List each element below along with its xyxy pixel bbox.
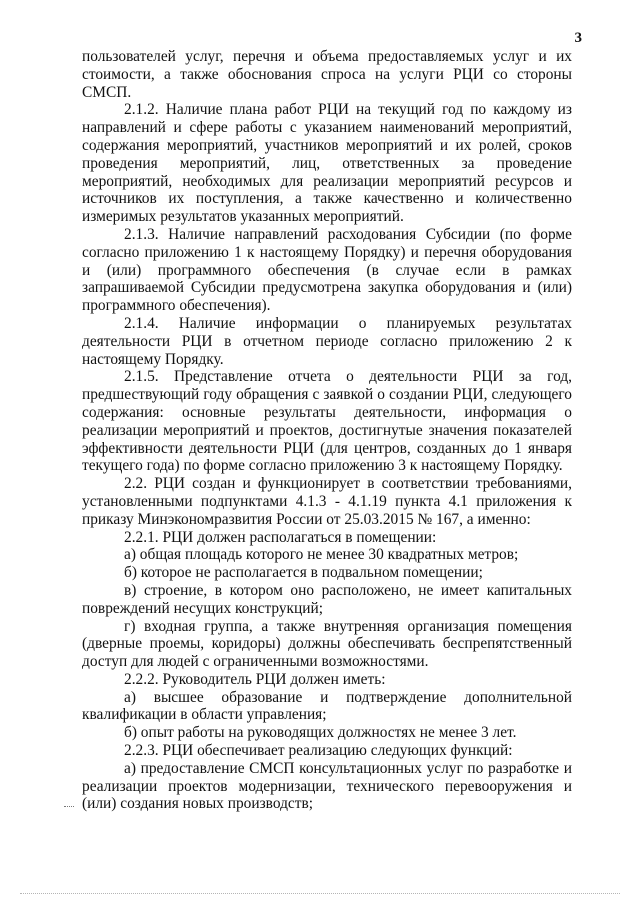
scan-edge-line (20, 893, 620, 895)
list-item: б) которое не располагается в подвальном помещении; (124, 564, 483, 582)
list-item: а) предоставление СМСП консультационных услуг по разработке и реализации проектов модернизации, технического перевооружения и (или) создания новых производств; (82, 759, 572, 813)
scan-artifact (64, 806, 74, 808)
list-item: а) высшее образование и подтверждение дополнительной квалификации в области управления; (82, 688, 572, 724)
paragraph: 2.2. РЦИ создан и функционирует в соответствии требованиями, установленными подпунктами 4.1.3 - 4.1.19 пункта 4.1 приложения к приказу Минэкономразвития России от 25.03.2015 № 167, а именно: (82, 475, 572, 528)
paragraph: 2.1.2. Наличие плана работ РЦИ на текущий год по каждому из направлений и сфере работы с указанием наименований мероприятий, содержания мероприятий, участников мероприятий и их ролей, сроков проведения мероприятий, лиц, ответственных за проведение мероприятий, необходимых для реализации мероприятий ресурсов и источников их поступления, а также качественно и количественно измеримых результатов указанных мероприятий. (82, 101, 572, 226)
paragraph: 2.1.4. Наличие информации о планируемых результатах деятельности РЦИ в отчетном периоде согласно приложению 2 к настоящему Порядку. (82, 314, 572, 368)
paragraph: 2.1.5. Представление отчета о деятельности РЦИ за год, предшествующий году обращения с заявкой о создании РЦИ, следующего содержания: основные результаты деятельности, информация о реализации мероприятий и проектов, достигнутые значения показателей эффективности деятельности РЦИ (для центров, созданных до 1 января текущего года) по форме согласно приложению 3 к настоящему Порядку. (82, 368, 572, 475)
paragraph: пользователей услуг, перечня и объема предоставляемых услуг и их стоимости, а также обоснования спроса на услуги РЦИ со стороны СМСП. (82, 48, 572, 101)
paragraph: 2.2.1. РЦИ должен располагаться в помещении: (124, 528, 437, 546)
list-item: а) общая площадь которого не менее 30 квадратных метров; (124, 546, 519, 564)
paragraph: 2.1.3. Наличие направлений расходования Субсидии (по форме согласно приложению 1 к настоящему Порядку) и перечня оборудования и (или) программного обеспечения (в случае если в рамках запрашиваемой Субсидии предусмотрена закупка оборудования и (или) программного обеспечения). (82, 225, 572, 315)
list-item: в) строение, в котором оно расположено, не имеет капитальных повреждений несущих конструкций; (82, 581, 572, 617)
list-item: г) входная группа, а также внутренняя организация помещения (дверные проемы, коридоры) должны обеспечивать беспрепятственный доступ для людей с ограниченными возможностями. (82, 617, 572, 671)
paragraph: 2.2.2. Руководитель РЦИ должен иметь: (124, 670, 386, 688)
document-body (82, 48, 572, 813)
list-item: б) опыт работы на руководящих должностях не менее 3 лет. (124, 724, 517, 742)
page-number: 3 (574, 30, 582, 46)
paragraph: 2.2.3. РЦИ обеспечивает реализацию следующих функций: (124, 742, 513, 760)
